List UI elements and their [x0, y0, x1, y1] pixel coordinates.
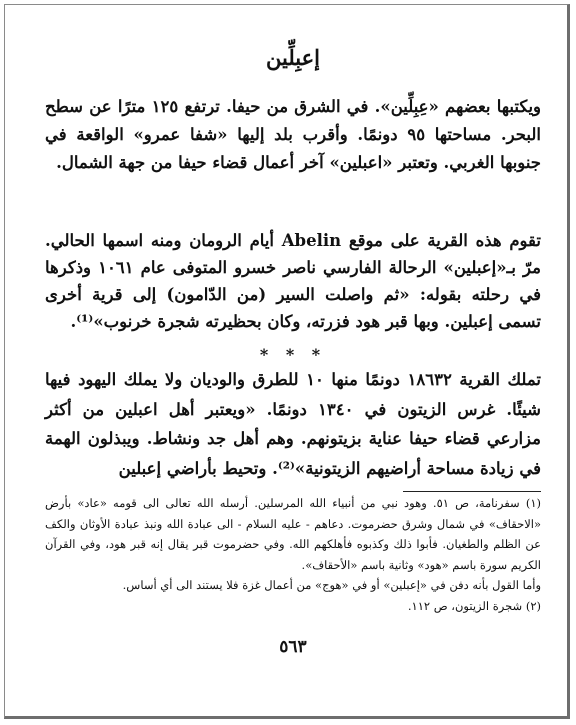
paragraph-3: تملك القرية ١٨٦٣٢ دونمًا منها ١٠ للطرق والوديان ولا يملك اليهود فيها شيئًا. غرس الزيتون في ١٣٤٠ دونمًا. «ويعتبر أهل اعبلين من أكثر مزارعي قضاء حيفا عناية بزيتونهم. وهم أهل جد ونشاط. ويبذلون الهمة في زيادة مساحة أراضيهم الزيتونية»⁽²⁾. وتحيط بأراضي إعبلين: [45, 370, 541, 478]
footnote-1: (١) سفرنامة، ص ٥١. وهود نبي من أنبياء الله المرسلين. أرسله الله تعالى الى قومه «عاد» بأرض «الاحقاف» في شمال وشرق حضرموت. دعاهم - عليه السلام - الى عبادة الله ونبذ عبادة الأوثان والكف عن الظلم والطغيان. فأبوا ذلك وكذبوه فأهلكهم الله. وفي حضرموت قبر يقال إنه قبر هود، وفي القرآن الكريم سورة باسم «هود» وثانية باسم «الأحقاف».: [45, 496, 541, 572]
document-frame: [4, 4, 570, 719]
page-title: إعبِلِّين: [266, 45, 320, 70]
paragraph-2: تقوم هذه القرية على موقع Abelin أيام الرومان ومنه اسمها الحالي. مرّ بـ«إعبلين» الرحالة الفارسي ناصر خسرو المتوفى عام ١٠٦١ وذكرها في رحلته بقوله: «ثم واصلت السير (من الدّامون) إلى قرية أخرى تسمى إعبلين. وبها قبر هود فزرته، وكان بحظيرته شجرة خرنوب»⁽¹⁾.: [45, 231, 541, 331]
book-page: [45, 5, 541, 715]
footnote-1-continued: وأما القول بأنه دفن في «إعبلين» أو في «هوج» من أعمال غزة فلا يستند الى أي أساس.: [122, 578, 541, 592]
footnotes: [45, 493, 541, 616]
footnote-2: (٢) شجرة الزيتون، ص ١١٢.: [407, 598, 541, 613]
section-separator: * * *: [259, 345, 327, 364]
page-number: ٥٦٣: [279, 637, 307, 657]
paragraph-1: ويكتبها بعضهم «عِبِلِّين». في الشرق من حيفا. ترتفع ١٢٥ مترًا عن سطح البحر. مساحتها ٩٥ دونمًا. وأقرب بلد إليها «شفا عمرو» الواقعة في جنوبها الغربي. وتعتبر «اعبلين» آخر أعمال قضاء حيفا من جهة الشمال.: [45, 97, 542, 172]
footnote-rule: [403, 491, 541, 492]
